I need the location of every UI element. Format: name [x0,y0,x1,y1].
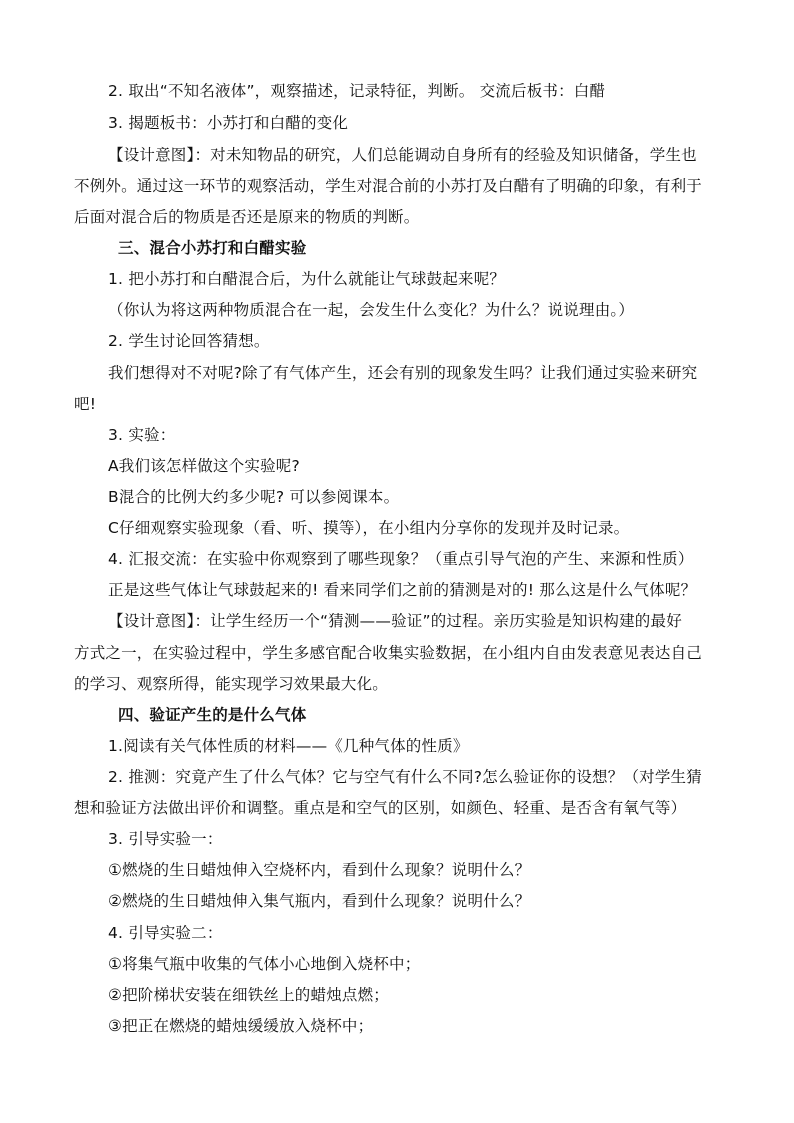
design-intent-2-line3: 的学习、观察所得，能实现学习效果最大化。 [74,675,389,693]
para-step3-title: 3. 揭题板书：小苏打和白醋的变化 [108,114,349,132]
para-s4-exp2-step1: ①将集气瓶中收集的气体小心地倒入烧杯中； [108,955,421,973]
para-s4-q2-line2: 想和验证方法做出评价和调整。重点是和空气的区别，如颜色、轻重、是否含有氧气等） [74,799,687,817]
para-s4-q4: 4. 引导实验二： [108,924,223,942]
design-intent-2-line1: 【设计意图】：让学生经历一个“猜测——验证”的过程。亲历实验是知识构建的最好 [108,612,682,630]
para-s4-q1: 1.阅读有关气体性质的材料——《几种气体的性质》 [108,737,469,755]
para-s4-q3: 3. 引导实验一： [108,830,223,848]
design-intent-2-line2: 方式之一，在实验过程中，学生多感官配合收集实验数据，在小组内自由发表意见表达自己 [74,644,703,662]
para-s3-q4: 4. 汇报交流：在实验中你观察到了哪些现象？（重点引导气泡的产生、来源和性质） [108,550,694,568]
para-s3-q1-note: （你认为将这两种物质混合在一起，会发生什么变化？为什么？说说理由。） [108,301,635,319]
para-step2-liquid: 2. 取出“不知名液体”，观察描述，记录特征，判断。 交流后板书：白醋 [108,82,606,100]
para-s4-q2-line1: 2. 推测：究竟产生了什么气体？它与空气有什么不同?怎么验证你的设想？（对学生猜 [108,768,702,786]
para-s3-q2: 2. 学生讨论回答猜想。 [108,332,270,350]
design-intent-1-line3: 后面对混合后的物质是否还是原来的物质的判断。 [74,208,420,226]
para-s4-exp1-step2: ②燃烧的生日蜡烛伸入集气瓶内，看到什么现象？说明什么？ [108,892,531,910]
para-s4-exp1-step1: ①燃烧的生日蜡烛伸入空烧杯内，看到什么现象？说明什么？ [108,861,531,879]
para-s3-q3: 3. 实验： [108,426,176,444]
para-s3-item-a: A我们该怎样做这个实验呢? [108,457,300,475]
para-s3-transition-line1: 我们想得对不对呢?除了有气体产生，还会有别的现象发生吗？让我们通过实验来研究 [108,364,698,382]
para-s3-q1: 1. 把小苏打和白醋混合后，为什么就能让气球鼓起来呢？ [108,270,506,288]
para-s3-item-c: C仔细观察实验现象（看、听、摸等），在小组内分享你的发现并及时记录。 [108,519,630,537]
section-heading-4: 四、验证产生的是什么气体 [118,706,307,724]
para-s4-exp2-step2: ②把阶梯状安装在细铁丝上的蜡烛点燃； [108,986,389,1004]
design-intent-1-line2: 不例外。通过这一环节的观察活动，学生对混合前的小苏打及白醋有了明确的印象，有利于 [74,177,703,195]
para-s3-transition-line2: 吧! [74,395,97,413]
design-intent-1-line1: 【设计意图】：对未知物品的研究，人们总能调动自身所有的经验及知识储备，学生也 [108,146,697,164]
para-s4-exp2-step3: ③把正在燃烧的蜡烛缓缓放入烧杯中； [108,1017,374,1035]
para-s3-item-b: B混合的比例大约多少呢? 可以参阅课本。 [108,488,400,506]
section-heading-3: 三、混合小苏打和白醋实验 [118,239,307,257]
para-s3-conclusion: 正是这些气体让气球鼓起来的! 看来同学们之前的猜测是对的! 那么这是什么气体呢？ [108,581,697,599]
